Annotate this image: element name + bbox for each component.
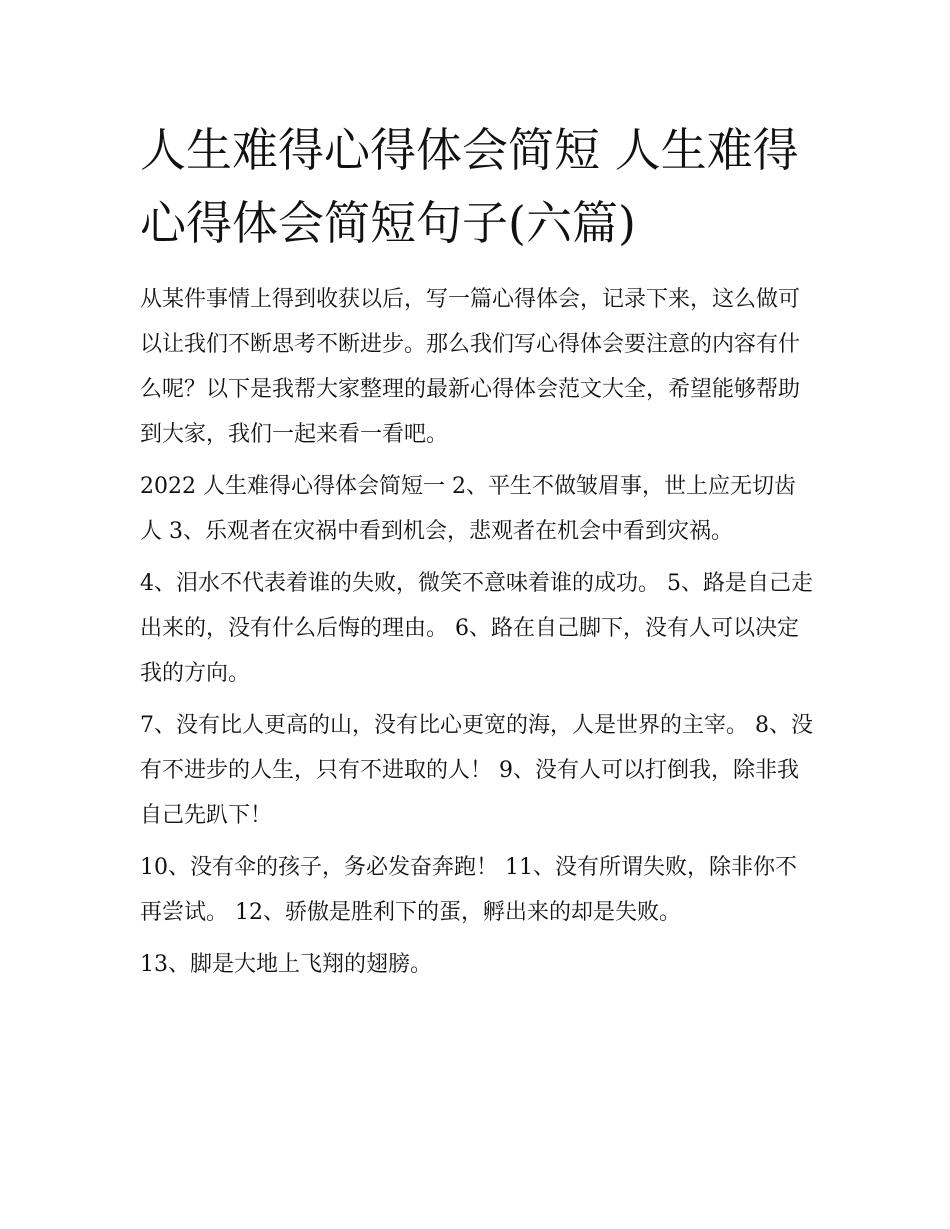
paragraph-intro: 从某件事情上得到收获以后，写一篇心得体会，记录下来，这么做可以让我们不断思考不断进步。那么我们写心得体会要注意的内容有什么呢？以下是我帮大家整理的最新心得体会范文大全，希望能够帮助到大家，我们一起来看一看吧。	[140, 287, 801, 447]
paragraph-quotes-1-3: 2022 人生难得心得体会简短一 2、平生不做皱眉事，世上应无切齿人 3、乐观者在灾祸中看到机会，悲观者在机会中看到灾祸。	[140, 474, 796, 544]
paragraph-quotes-7-9: 7、没有比人更高的山，没有比心更宽的海，人是世界的主宰。 8、没有不进步的人生，只有不进取的人！ 9、没有人可以打倒我，除非我自己先趴下！	[140, 713, 813, 828]
document-title: 人生难得心得体会简短 人生难得心得体会简短句子(六篇)	[140, 123, 799, 250]
paragraph-quotes-4-6: 4、泪水不代表着谁的失败，微笑不意味着谁的成功。 5、路是自己走出来的，没有什么后悔的理由。 6、路在自己脚下，没有人可以决定我的方向。	[140, 571, 813, 686]
document-body	[140, 277, 815, 994]
paragraph-quote-13: 13、脚是大地上飞翔的翅膀。	[140, 952, 432, 977]
paragraph-quotes-10-12: 10、没有伞的孩子，务必发奋奔跑！ 11、没有所谓失败，除非你不再尝试。 12、骄傲是胜利下的蛋，孵出来的却是失败。	[140, 855, 797, 925]
